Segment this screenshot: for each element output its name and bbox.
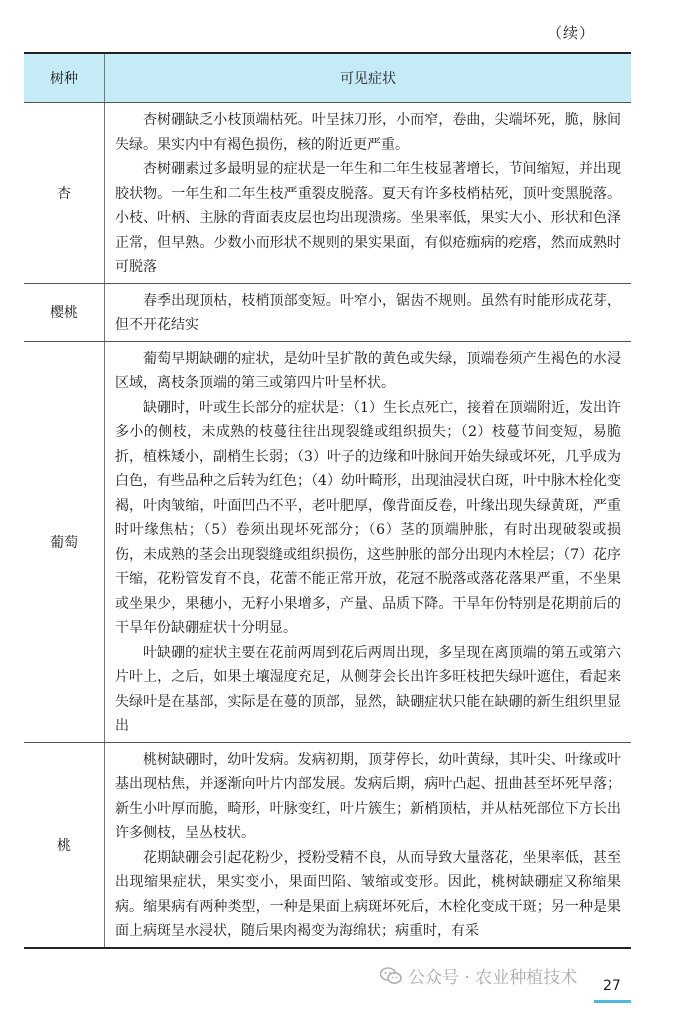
watermark-text: 公众号 · 农业种植技术 xyxy=(408,968,578,988)
symptom-paragraph: 葡萄早期缺硼的症状，是幼叶呈扩散的黄色或失绿，顶端卷须产生褐色的水浸区域，离枝条顶端的第三或第四片叶呈杯状。 xyxy=(115,350,621,391)
symptom-paragraph: 杏树硼素过多最明显的症状是一年生和二年生枝显著增长，节间缩短，并出现胶状物。一年生和二年生枝严重裂皮脱落。夏天有许多枝梢枯死，顶叶变黑脱落。小枝、叶柄、主脉的背面表皮层也均出现溃疡。坐果率低，果实大小、形状和色泽正常，但早熟。少数小而形状不规则的果实果面，有似疮痂病的疙瘩，然而成熟时可脱落 xyxy=(115,161,621,275)
species-cell: 葡萄 xyxy=(24,341,105,742)
watermark xyxy=(380,963,577,988)
symptom-paragraph: 桃树缺硼时，幼叶发病。发病初期，顶芽停长，幼叶黄绿，其叶尖、叶缘或叶基出现枯焦，并逐渐向叶片内部发展。发病后期，病叶凸起、扭曲甚至坏死早落；新生小叶厚而脆，畸形，叶脉变红，叶片簇生；新梢顶枯，并从枯死部位下方长出许多侧枝，呈丛枝状。 xyxy=(115,751,621,841)
symptom-paragraph: 花期缺硼会引起花粉少，授粉受精不良，从而导致大量落花，坐果率低，甚至出现缩果症状，果实变小，果面凹陷、皱缩或变形。因此，桃树缺硼症又称缩果病。缩果病有两种类型，一种是果面上病斑坏死后，木栓化变成干斑；另一种是果面上病斑呈水浸状，随后果肉褐变为海绵状；病重时，有采 xyxy=(115,849,621,939)
table-row-cherry xyxy=(24,283,631,341)
table-row-apricot xyxy=(24,103,631,284)
symptom-paragraph: 缺硼时，叶或生长部分的症状是：（1）生长点死亡，接着在顶端附近，发出许多小的侧枝，未成熟的枝蔓往往出现裂缝或组织损失；（2）枝蔓节间变短，易脆折，植株矮小，副梢生长弱；（3）叶子的边缘和叶脉间开始失绿或坏死，几乎成为白色，有些品种之后转为红色；（4）幼叶畸形，出现油浸状白斑，叶中脉木栓化变褐，叶肉皱缩，叶面凹凸不平，老叶肥厚，像背面反卷，叶缘出现失绿黄斑，严重时叶缘焦枯；（5）卷须出现坏死部分；（6）茎的顶端肿胀，有时出现破裂或损伤，未成熟的茎会出现裂缝或组织损伤，这些肿胀的部分出现内木栓层；（7）花序干缩，花粉管发育不良，花蕾不能正常开放，花冠不脱落或落花落果严重，不坐果或坐果少，果穗小，无籽小果增多，产量、品质下降。干旱年份特别是花期前后的干旱年份缺硼症状十分明显。 xyxy=(115,399,621,636)
symptom-cell xyxy=(105,341,632,742)
page-number: 27 xyxy=(603,978,621,994)
header-symptoms: 可见症状 xyxy=(105,53,632,103)
table-row-grape xyxy=(24,341,631,742)
wechat-icon xyxy=(380,967,402,985)
header-species: 树种 xyxy=(24,53,105,103)
table-header-row xyxy=(24,53,631,103)
table-row-peach xyxy=(24,742,631,948)
species-cell: 杏 xyxy=(24,103,105,284)
species-cell: 桃 xyxy=(24,742,105,948)
symptom-paragraph: 杏树硼缺乏小枝顶端枯死。叶呈抹刀形，小而窄，卷曲，尖端坏死，脆，脉间失绿。果实内中有褐色损伤，核的附近更严重。 xyxy=(115,112,621,153)
symptom-paragraph: 叶缺硼的症状主要在花前两周到花后两周出现，多呈现在离顶端的第五或第六片叶上，之后，如果土壤湿度充足，从侧芽会长出许多旺枝把失绿叶遮住，看起来失绿叶是在基部，实际是在蔓的顶部，显然，缺硼症状只能在缺硼的新生组织里显出 xyxy=(115,644,621,734)
symptom-cell xyxy=(105,742,632,948)
continuation-label: （续） xyxy=(546,24,595,42)
symptom-paragraph: 春季出现顶枯，枝梢顶部变短。叶窄小，锯齿不规则。虽然有时能形成花芽，但不开花结实 xyxy=(115,292,621,333)
symptom-cell xyxy=(105,103,632,284)
symptom-table xyxy=(24,52,631,949)
species-cell: 樱桃 xyxy=(24,283,105,341)
symptom-cell xyxy=(105,283,632,341)
page-number-bar xyxy=(594,1000,631,1003)
